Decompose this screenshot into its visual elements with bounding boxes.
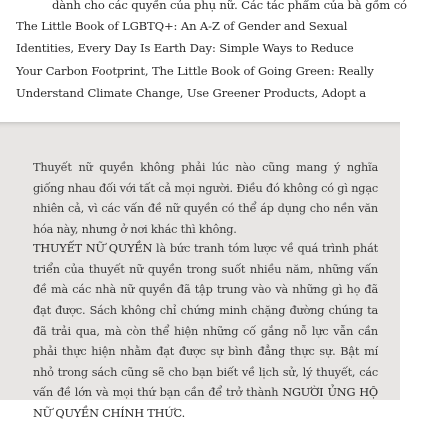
author-bio-line: dành cho các quyền của phụ nữ. Các tác phẩm của bà gồm có <box>52 0 407 12</box>
author-bio-line: The Little Book of LGBTQ+: An A-Z of Gender and Sexual <box>16 19 348 33</box>
description-paragraph-2-text: là bức tranh tóm lược về quá trình phát triển của thuyết nữ quyền trong suốt nhiều năm, những vấn đề mà các nhà nữ quyền đã tập trung vào và những gì họ đã đạt được. Sách không chỉ chứng minh chặng đường chúng ta đã trải qua, mà còn thể hiện những cố gắng nỗ lực vẫn cần phải thực hiện nhằm đạt được sự bình đẳng thực sự. Bật mí nhỏ trong sách cũng sẽ cho bạn biết về lịch sử, lý thuyết, các vấn đề lớn và mọi thứ bạn cần để trở thành <box>33 242 379 400</box>
book-description-panel <box>0 122 400 421</box>
book-title-caps: THUYẾT NỮ QUYỀN <box>33 242 153 256</box>
author-bio-line: Understand Climate Change, Use Greener Products, Adopt a <box>16 86 367 100</box>
author-bio-line: Identities, Every Day Is Earth Day: Simple Ways to Reduce <box>16 41 354 55</box>
description-paragraph-2 <box>33 239 378 424</box>
author-bio-section <box>0 0 407 120</box>
description-tail-caps: NGƯỜI ỦNG HỘ NỮ QUYỀN CHÍNH THỨC. <box>33 386 378 421</box>
description-paragraph-1: Thuyết nữ quyền không phải lúc nào cũng mang ý nghĩa giống nhau đối với tất cả mọi người. Điều đó không có gì ngạc nhiên cả, vì các vấn đề nữ quyền có thể áp dụng cho nền văn hóa này, nhưng ở nơi khác thì không. <box>33 161 378 237</box>
author-bio-line: Your Carbon Footprint, The Little Book of Going Green: Really <box>16 64 374 78</box>
